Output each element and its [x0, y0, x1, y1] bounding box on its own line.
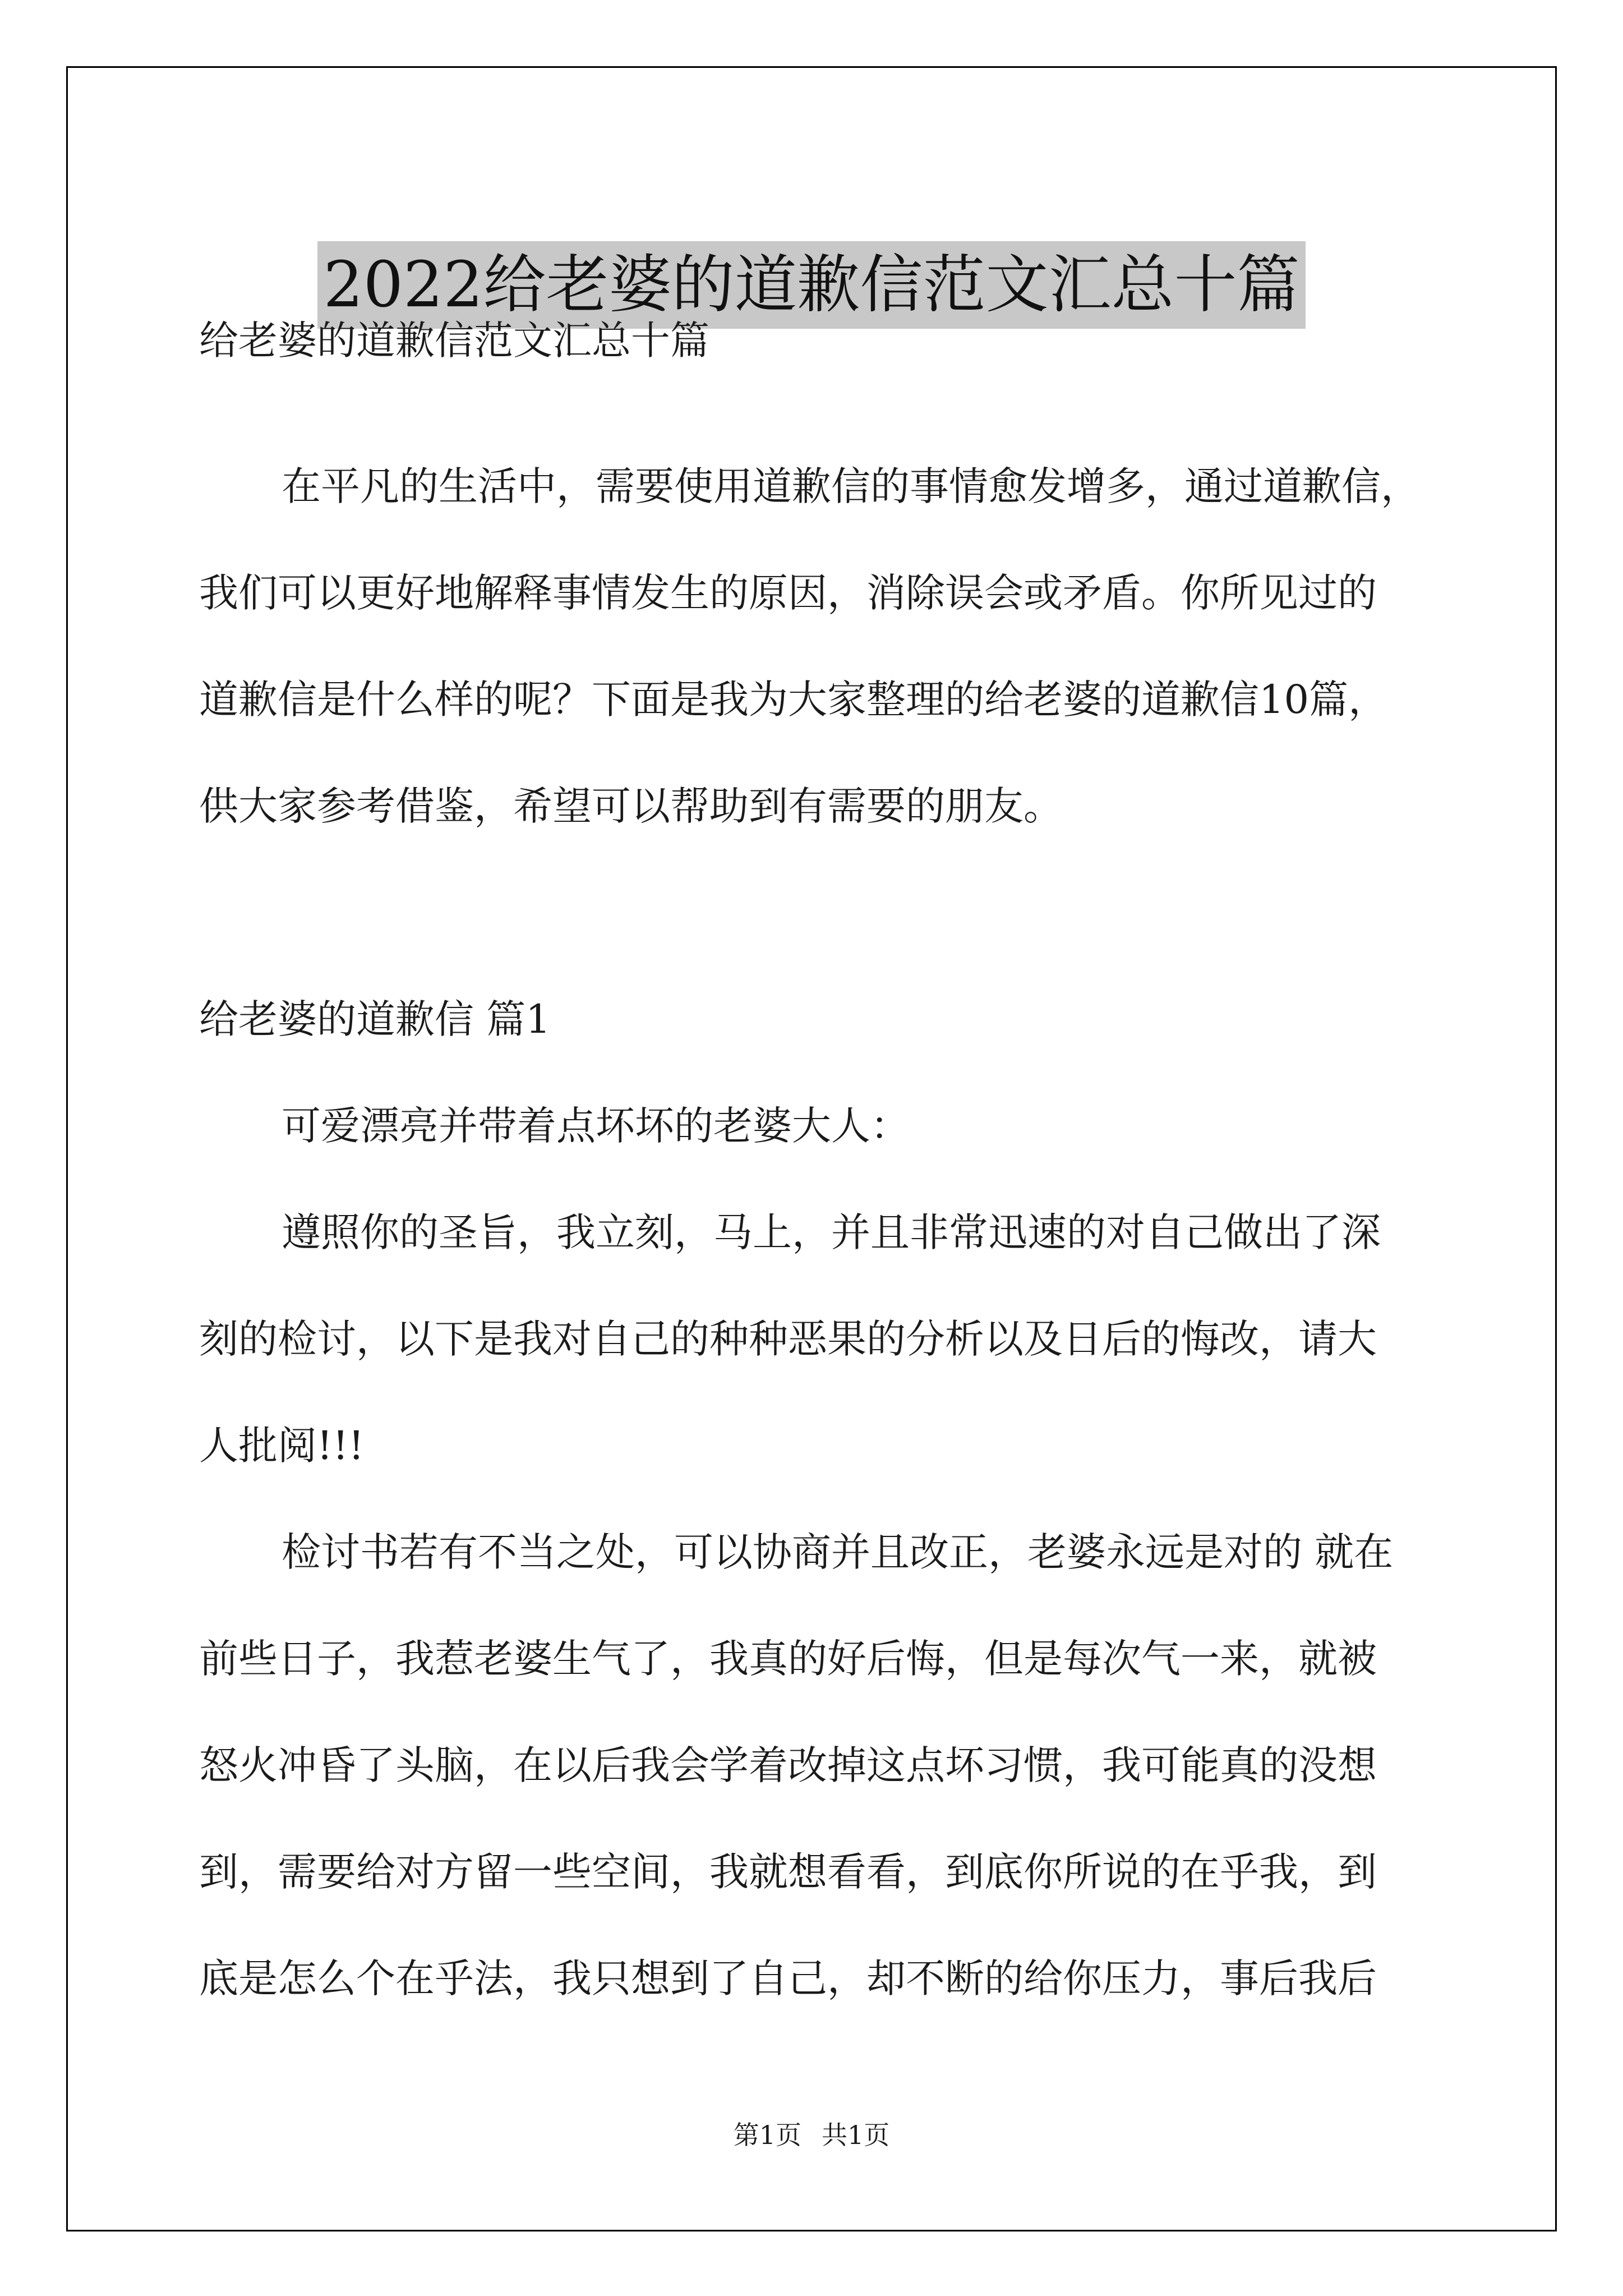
page-footer [0, 2119, 1623, 2151]
paragraph-line: 人批阅!!! [199, 1423, 365, 1469]
document-subtitle: 给老婆的道歉信范文汇总十篇 [199, 318, 709, 364]
intro-line: 道歉信是什么样的呢？下面是我为大家整理的给老婆的道歉信10篇， [199, 677, 1388, 723]
intro-line: 供大家参考借鉴，希望可以帮助到有需要的朋友。 [199, 783, 1063, 829]
paragraph-line: 怒火冲昏了头脑，在以后我会学着改掉这点坏习惯，我可能真的没想 [199, 1742, 1377, 1788]
paragraph-line: 遵照你的圣旨，我立刻，马上，并且非常迅速的对自己做出了深 [282, 1209, 1381, 1255]
paragraph-line: 检讨书若有不当之处，可以协商并且改正，老婆永远是对的 就在 [282, 1529, 1394, 1575]
section-heading: 给老婆的道歉信 篇1 [199, 996, 551, 1042]
intro-line: 我们可以更好地解释事情发生的原因，消除误会或矛盾。你所见过的 [199, 570, 1377, 616]
document-title: 2022给老婆的道歉信范文汇总十篇 [317, 241, 1305, 329]
paragraph-line: 到，需要给对方留一些空间，我就想看看，到底你所说的在乎我，到 [199, 1849, 1377, 1895]
paragraph-line: 底是怎么个在乎法，我只想到了自己，却不断的给你压力，事后我后 [199, 1955, 1377, 2001]
paragraph-line: 前些日子，我惹老婆生气了，我真的好后悔，但是每次气一来，就被 [199, 1636, 1377, 1682]
salutation: 可爱漂亮并带着点坏坏的老婆大人： [282, 1103, 910, 1149]
paragraph-line: 刻的检讨，以下是我对自己的种种恶果的分析以及日后的悔改，请大 [199, 1316, 1377, 1362]
intro-line: 在平凡的生活中，需要使用道歉信的事情愈发增多，通过道歉信， [282, 463, 1420, 509]
page-number: 第1页 [733, 2120, 801, 2150]
page-total: 共1页 [822, 2120, 890, 2150]
